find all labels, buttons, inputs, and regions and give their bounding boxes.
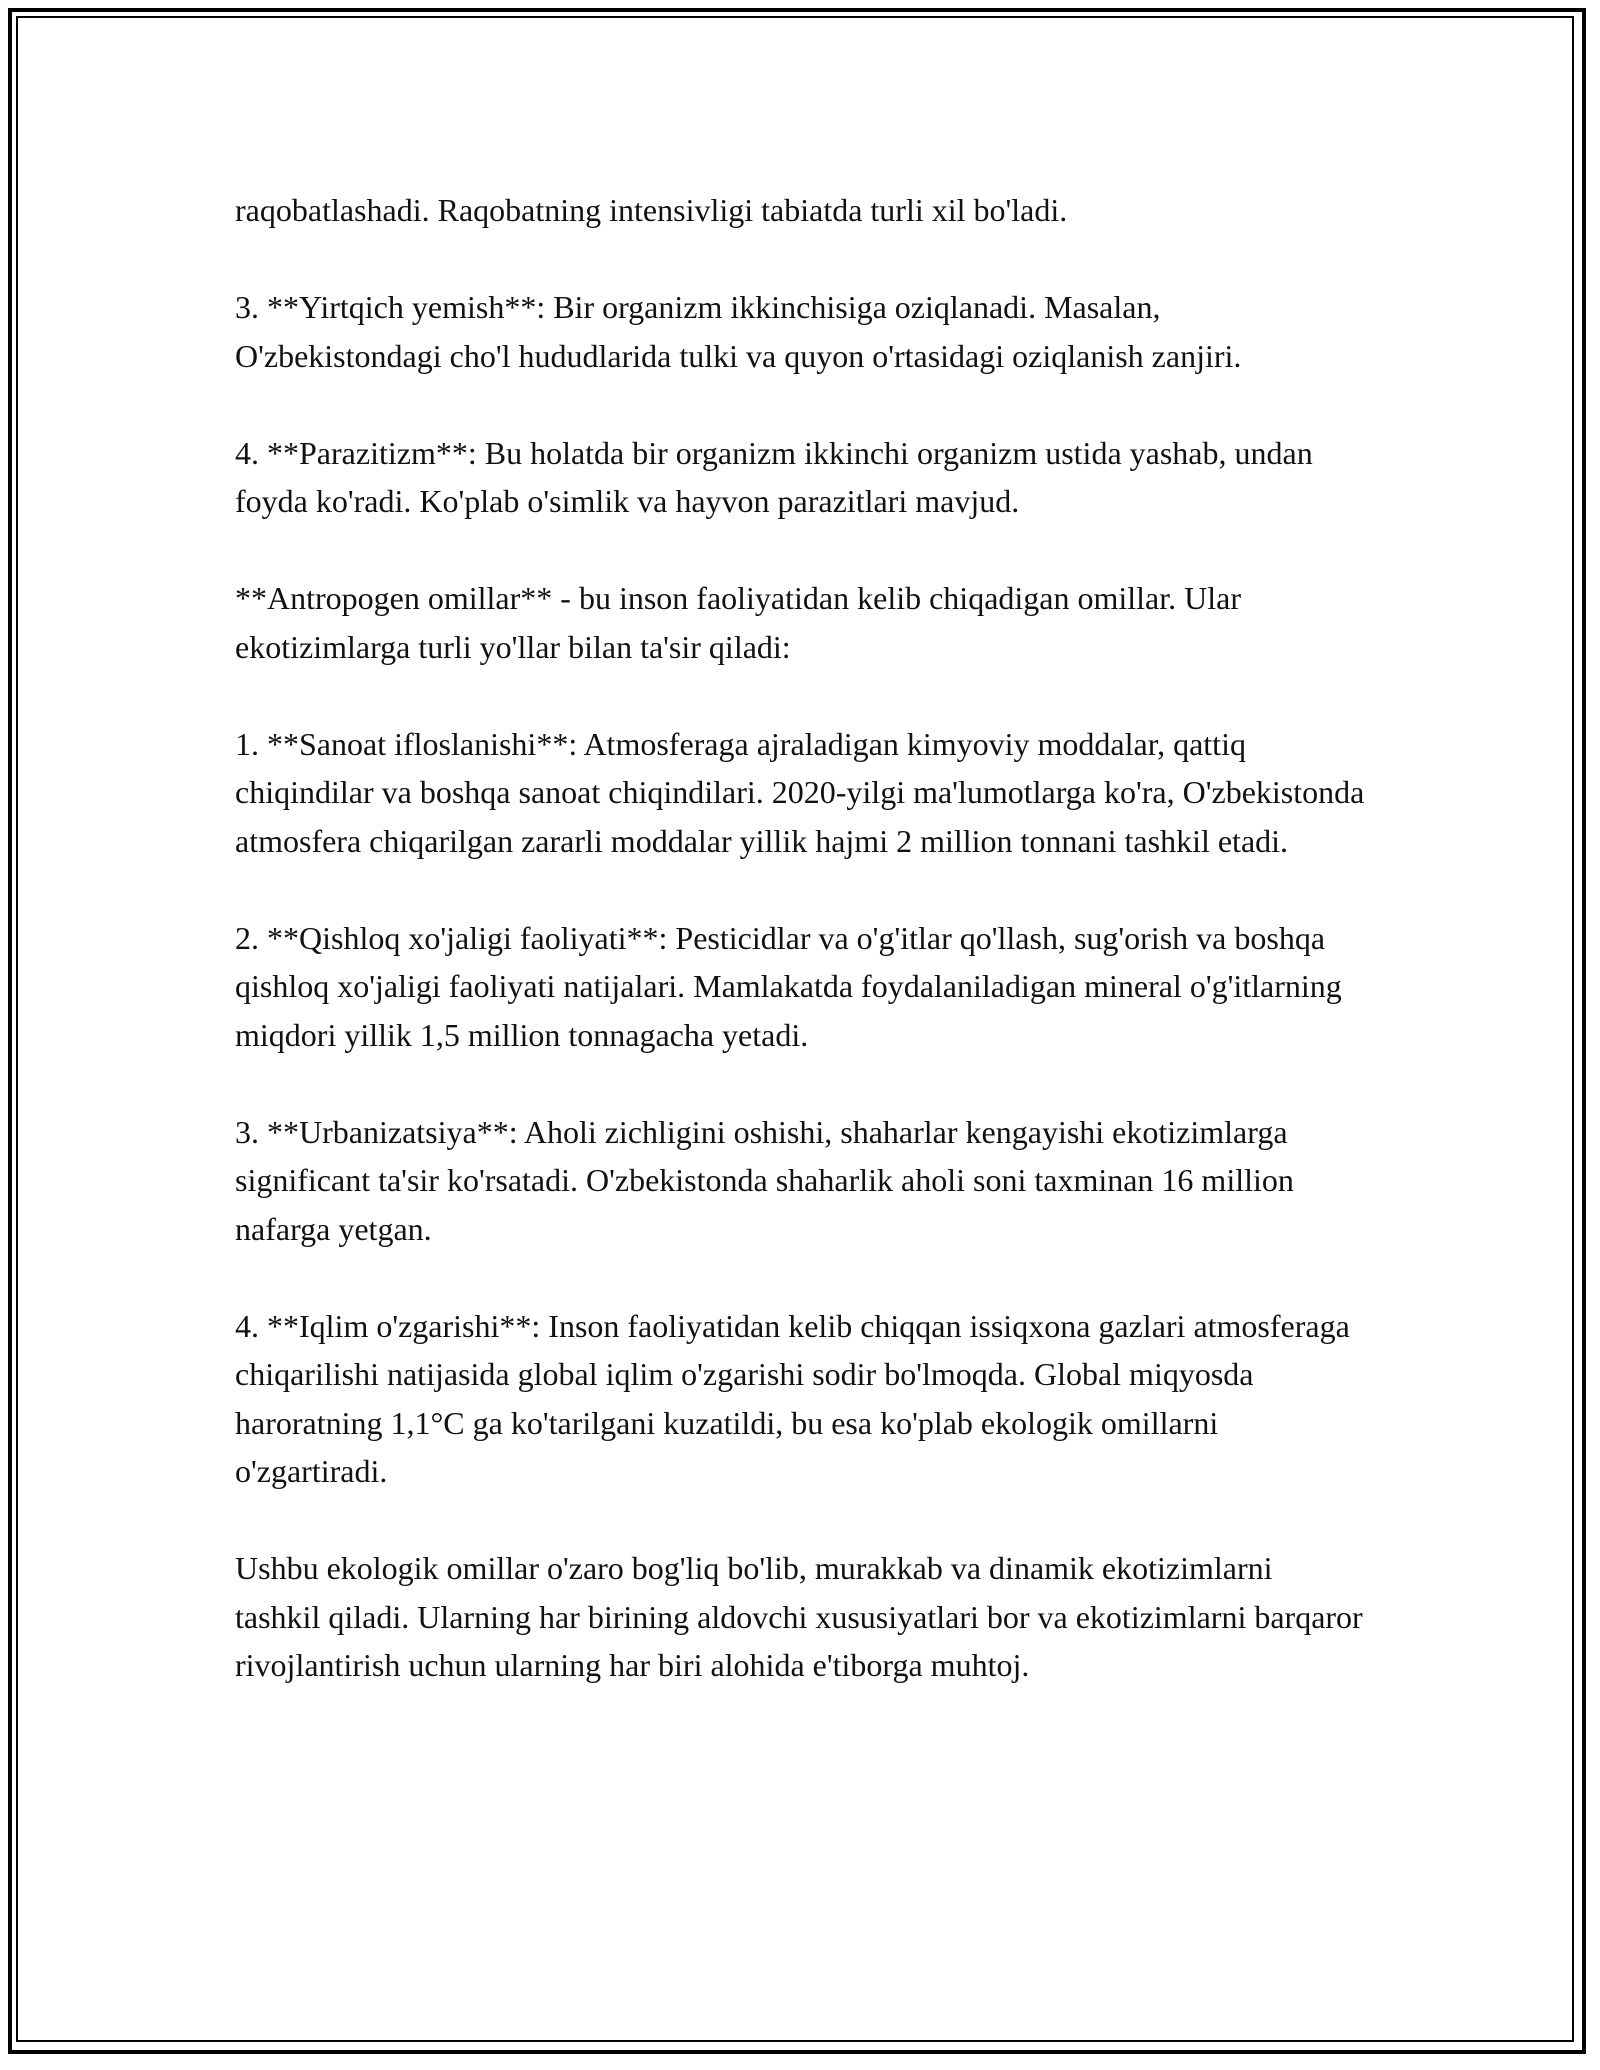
paragraph-climate-change: 4. **Iqlim o'zgarishi**: Inson faoliyatidan kelib chiqqan issiqxona gazlari atmosferaga chiqarilishi natijasida global iqlim o'zgarishi sodir bo'lmoqda. Global miqyosda haroratning 1,1°C ga ko'tarilgani kuzatildi, bu esa ko'plab ekologik omillarni o'zgartiradi. xyxy=(235,1307,1350,1489)
paragraph-industrial-pollution: 1. **Sanoat ifloslanishi**: Atmosferaga ajraladigan kimyoviy moddalar, qattiq chiqindilar va boshqa sanoat chiqindilari. 2020-yilgi ma'lumotlarga ko'ra, O'zbekistonda atmosfera chiqarilgan zararli moddalar yillik hajmi 2 million tonnani tashkil etadi. xyxy=(235,725,1365,859)
paragraph-predation: 3. **Yirtqich yemish**: Bir organizm ikkinchisiga oziqlanadi. Masalan, O'zbekistondagi cho'l hududlarida tulki va quyon o'rtasidagi oziqlanish zanjiri. xyxy=(235,289,1242,374)
paragraph-urbanization: 3. **Urbanizatsiya**: Aholi zichligini oshishi, shaharlar kengayishi ekotizimlarga significant ta'sir ko'rsatadi. O'zbekistonda shaharlik aholi soni taxminan 16 million nafarga yetgan. xyxy=(235,1113,1294,1247)
paragraph-competition-end: raqobatlashadi. Raqobatning intensivligi tabiatda turli xil bo'ladi. xyxy=(235,192,1068,228)
document-body xyxy=(235,186,1365,1738)
paragraph-agriculture: 2. **Qishloq xo'jaligi faoliyati**: Pesticidlar va o'g'itlar qo'llash, sug'orish va boshqa qishloq xo'jaligi faoliyati natijalari. Mamlakatda foydalaniladigan mineral o'g'itlarning miqdori yillik 1,5 million tonnagacha yetadi. xyxy=(235,919,1342,1053)
paragraph-conclusion: Ushbu ekologik omillar o'zaro bog'liq bo'lib, murakkab va dinamik ekotizimlarni tashkil qiladi. Ularning har birining aldovchi xususiyatlari bor va ekotizimlarni barqaror rivojlantirish uchun ularning har biri alohida e'tiborga muhtoj. xyxy=(235,1550,1363,1683)
paragraph-anthropogenic-intro: **Antropogen omillar** - bu inson faoliyatidan kelib chiqadigan omillar. Ular ekotizimlarga turli yo'llar bilan ta'sir qiladi: xyxy=(235,580,1241,665)
paragraph-parasitism: 4. **Parazitizm**: Bu holatda bir organizm ikkinchi organizm ustida yashab, undan foyda ko'radi. Ko'plab o'simlik va hayvon parazitlari mavjud. xyxy=(235,434,1313,519)
